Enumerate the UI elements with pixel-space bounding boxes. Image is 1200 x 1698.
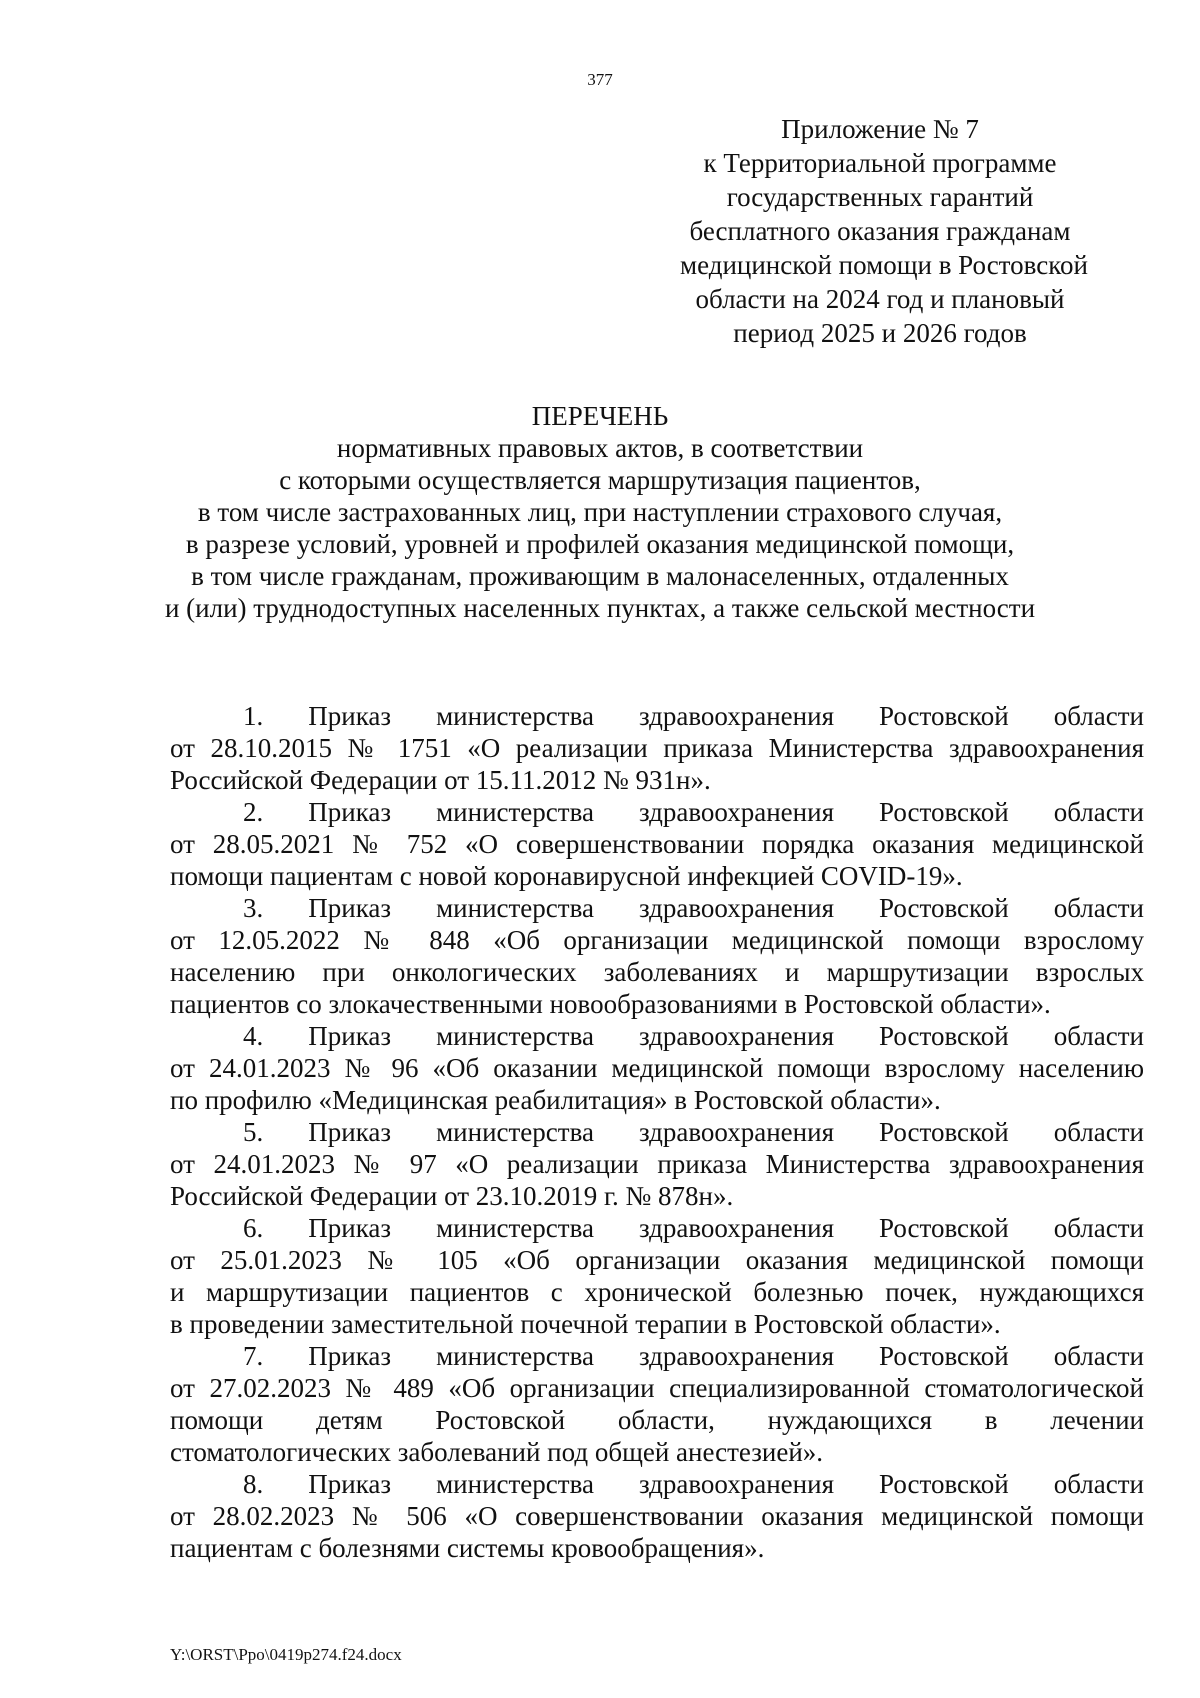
appendix-line: период 2025 и 2026 годов xyxy=(733,318,1027,348)
list-item-line: от 24.01.2023 № 96 «Об оказании медицинской помощи взрослому населению xyxy=(170,1053,1144,1083)
appendix-header xyxy=(680,112,1088,350)
list-item-line: 7. Приказ министерства здравоохранения Ростовской области xyxy=(243,1341,1144,1371)
list-item-line: Российской Федерации от 23.10.2019 г. № 878н». xyxy=(170,1181,734,1211)
document-subtitle-line: с которыми осуществляется маршрутизация пациентов, xyxy=(279,465,921,495)
document-subtitle-line: в разрезе условий, уровней и профилей оказания медицинской помощи, xyxy=(185,529,1015,559)
document-title-block xyxy=(120,400,1080,624)
list-item xyxy=(170,796,1144,892)
list-item xyxy=(170,1212,1144,1340)
appendix-line: области на 2024 год и плановый xyxy=(695,284,1065,314)
list-item-line: 6. Приказ министерства здравоохранения Ростовской области xyxy=(243,1213,1144,1243)
document-title: ПЕРЕЧЕНЬ xyxy=(531,401,669,431)
list-item xyxy=(170,700,1144,796)
list-item-line: от 28.05.2021 № 752 «О совершенствовании порядка оказания медицинской xyxy=(170,829,1144,859)
appendix-line: к Территориальной программе xyxy=(703,148,1057,178)
list-item-line: по профилю «Медицинская реабилитация» в Ростовской области». xyxy=(170,1085,941,1115)
list-item-line: помощи детям Ростовской области, нуждающихся в лечении xyxy=(170,1405,1144,1435)
document-subtitle-line: нормативных правовых актов, в соответствии xyxy=(336,433,864,463)
list-item-line: 8. Приказ министерства здравоохранения Ростовской области xyxy=(243,1469,1144,1499)
list-item-line: и маршрутизации пациентов с хронической болезнью почек, нуждающихся xyxy=(170,1277,1144,1307)
list-item-line: 2. Приказ министерства здравоохранения Ростовской области xyxy=(243,797,1144,827)
list-item-line: от 25.01.2023 № 105 «Об организации оказания медицинской помощи xyxy=(170,1245,1144,1275)
list-item-line: 5. Приказ министерства здравоохранения Ростовской области xyxy=(243,1117,1144,1147)
list-item xyxy=(170,1020,1144,1116)
list-item-line: от 24.01.2023 № 97 «О реализации приказа Министерства здравоохранения xyxy=(170,1149,1144,1179)
page-number: 377 xyxy=(587,70,613,89)
appendix-line: медицинской помощи в Ростовской xyxy=(680,250,1088,280)
file-path-footer: Y:\ORST\Ppo\0419p274.f24.docx xyxy=(170,1645,402,1664)
list-item-line: населению при онкологических заболеваниях и маршрутизации взрослых xyxy=(170,957,1144,987)
appendix-line: Приложение № 7 xyxy=(781,114,979,144)
list-item-line: 3. Приказ министерства здравоохранения Ростовской области xyxy=(243,893,1144,923)
list-item-line: от 28.02.2023 № 506 «О совершенствовании оказания медицинской помощи xyxy=(170,1501,1144,1531)
list-item-line: 4. Приказ министерства здравоохранения Ростовской области xyxy=(243,1021,1144,1051)
list-item-line: от 27.02.2023 № 489 «Об организации специализированной стоматологической xyxy=(170,1373,1144,1403)
document-subtitle-line: в том числе застрахованных лиц, при наступлении страхового случая, xyxy=(197,497,1003,527)
legal-acts-list xyxy=(170,700,1144,1564)
list-item-line: помощи пациентам с новой коронавирусной инфекцией COVID-19». xyxy=(170,861,963,891)
document-subtitle-line: и (или) труднодоступных населенных пунктах, а также сельской местности xyxy=(164,593,1036,623)
list-item-line: от 28.10.2015 № 1751 «О реализации приказа Министерства здравоохранения xyxy=(170,733,1144,763)
list-item-line: пациентов со злокачественными новообразованиями в Ростовской области». xyxy=(170,989,1051,1019)
list-item-line: пациентам с болезнями системы кровообращения». xyxy=(170,1533,765,1563)
appendix-line: бесплатного оказания гражданам xyxy=(689,216,1071,246)
list-item xyxy=(170,892,1144,1020)
list-item-line: 1. Приказ министерства здравоохранения Ростовской области xyxy=(243,701,1144,731)
document-subtitle-line: в том числе гражданам, проживающим в малонаселенных, отдаленных xyxy=(191,561,1009,591)
list-item-line: в проведении заместительной почечной терапии в Ростовской области». xyxy=(170,1309,1001,1339)
list-item-line: Российской Федерации от 15.11.2012 № 931н». xyxy=(170,765,711,795)
list-item xyxy=(170,1468,1144,1564)
list-item xyxy=(170,1116,1144,1212)
appendix-line: государственных гарантий xyxy=(726,182,1034,212)
list-item-line: от 12.05.2022 № 848 «Об организации медицинской помощи взрослому xyxy=(170,925,1144,955)
list-item-line: стоматологических заболеваний под общей анестезией». xyxy=(170,1437,824,1467)
list-item xyxy=(170,1340,1144,1468)
